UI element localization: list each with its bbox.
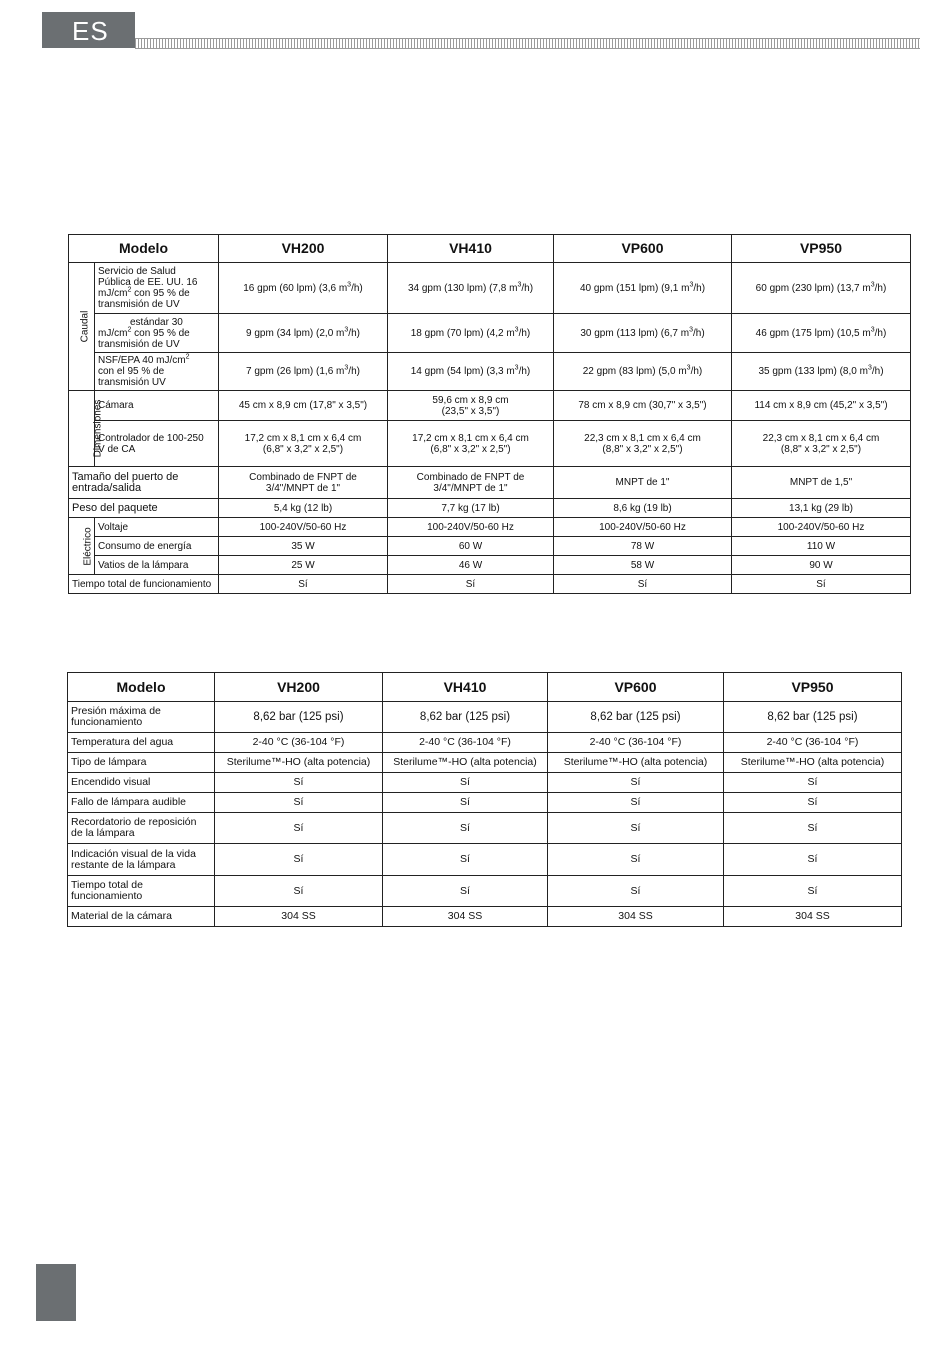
row-label: Material de la cámara — [68, 907, 215, 927]
table-cell: 45 cm x 8,9 cm (17,8" x 3,5") — [219, 391, 388, 421]
table-cell: 114 cm x 8,9 cm (45,2" x 3,5") — [732, 391, 911, 421]
table-cell: 8,62 bar (125 psi) — [548, 702, 724, 733]
table-cell: 304 SS — [724, 907, 902, 927]
row-label: Servicio de Salud Pública de EE. UU. 16 $mJ/cm^2$ con 95 % de transmisión de UV — [95, 263, 219, 314]
table-cell: Sí — [215, 844, 383, 876]
table-cell: 18 gpm (70 lpm) (4,2 $m^3/h$) — [388, 314, 554, 353]
table-cell: 35 gpm (133 lpm) (8,0 $m^3/h$) — [732, 353, 911, 391]
row-label: Indicación visual de la vida restante de la lámpara — [68, 844, 215, 876]
table-cell: 60 W — [388, 537, 554, 556]
table-cell: MNPT de 1" — [554, 467, 732, 499]
table-cell: Sí — [215, 876, 383, 907]
table-cell: 2-40 °C (36-104 °F) — [724, 733, 902, 753]
header-vh410: VH410 — [383, 673, 548, 702]
table-cell: 5,4 kg (12 lb) — [219, 499, 388, 518]
table-cell: Sí — [548, 793, 724, 813]
table-cell: 16 gpm (60 lpm) (3,6 $m^3/h$) — [219, 263, 388, 314]
group-electrico: Eléctrico — [69, 518, 95, 575]
table-cell: Sterilume™-HO (alta potencia) — [724, 753, 902, 773]
row-label: Tamaño del puerto de entrada/salida — [69, 467, 219, 499]
table-cell: 22 gpm (83 lpm) (5,0 $m^3/h$) — [554, 353, 732, 391]
row-label: Encendido visual — [68, 773, 215, 793]
table-cell: 60 gpm (230 lpm) (13,7 $m^3/h$) — [732, 263, 911, 314]
table-cell: 13,1 kg (29 lb) — [732, 499, 911, 518]
table-cell: Sí — [383, 813, 548, 844]
table-header-row — [68, 673, 902, 702]
table-row — [69, 518, 911, 537]
table-cell: Sí — [548, 876, 724, 907]
table-cell: 46 W — [388, 556, 554, 575]
table-cell: Sí — [732, 575, 911, 594]
header-model: Modelo — [68, 673, 215, 702]
table-cell: Sí — [219, 575, 388, 594]
table-cell: 9 gpm (34 lpm) (2,0 $m^3/h$) — [219, 314, 388, 353]
table-row — [69, 391, 911, 421]
table-cell: 2-40 °C (36-104 °F) — [215, 733, 383, 753]
table-header-row — [69, 235, 911, 263]
table-cell: Sí — [548, 813, 724, 844]
table-cell: 2-40 °C (36-104 °F) — [383, 733, 548, 753]
table-cell: 58 W — [554, 556, 732, 575]
table-cell: 100-240V/50-60 Hz — [554, 518, 732, 537]
table-row — [69, 537, 911, 556]
table-cell: 7,7 kg (17 lb) — [388, 499, 554, 518]
row-label: Presión máxima de funcionamiento — [68, 702, 215, 733]
table-row — [68, 753, 902, 773]
table-row — [69, 263, 911, 314]
table-cell: 35 W — [219, 537, 388, 556]
row-label: NSF/EPA 40 $mJ/cm^2$ con el 95 % de transmisión UV — [95, 353, 219, 391]
table-cell: Sí — [724, 844, 902, 876]
row-label: Controlador de 100-250 V de CA — [95, 421, 219, 467]
header-vh410: VH410 — [388, 235, 554, 263]
spec-table-flow-dimensions — [68, 234, 911, 594]
table-cell: Combinado de FNPT de 3/4"/MNPT de 1" — [219, 467, 388, 499]
table-row — [69, 353, 911, 391]
table-cell: 100-240V/50-60 Hz — [388, 518, 554, 537]
table-cell: Sí — [548, 773, 724, 793]
header-model: Modelo — [69, 235, 219, 263]
table-row — [68, 773, 902, 793]
row-label: Cámara — [95, 391, 219, 421]
page-corner-marker — [36, 1264, 76, 1321]
table-cell: Sí — [388, 575, 554, 594]
table-cell: 22,3 cm x 8,1 cm x 6,4 cm (8,8" x 3,2" x 2,5") — [554, 421, 732, 467]
table-cell: Sterilume™-HO (alta potencia) — [383, 753, 548, 773]
table-cell: 100-240V/50-60 Hz — [219, 518, 388, 537]
table-cell: Sí — [724, 813, 902, 844]
table-cell: 30 gpm (113 lpm) (6,7 $m^3/h$) — [554, 314, 732, 353]
table-cell: Sí — [724, 876, 902, 907]
table-cell: Sí — [215, 793, 383, 813]
table-cell: Sí — [724, 793, 902, 813]
table-cell: 110 W — [732, 537, 911, 556]
table-cell: 2-40 °C (36-104 °F) — [548, 733, 724, 753]
table-cell: MNPT de 1,5" — [732, 467, 911, 499]
row-label: Temperatura del agua — [68, 733, 215, 753]
table-cell: Sí — [554, 575, 732, 594]
table-cell: 17,2 cm x 8,1 cm x 6,4 cm (6,8" x 3,2" x 2,5") — [388, 421, 554, 467]
group-dimensiones: Dimensiones — [69, 391, 95, 467]
row-label: estándar 30 $mJ/cm^2$ con 95 % de transmisión de UV — [95, 314, 219, 353]
table-cell: Sí — [383, 876, 548, 907]
header-vp600: VP600 — [548, 673, 724, 702]
table-cell: 304 SS — [215, 907, 383, 927]
header-vh200: VH200 — [215, 673, 383, 702]
table-cell: 59,6 cm x 8,9 cm (23,5" x 3,5") — [388, 391, 554, 421]
table-cell: Sterilume™-HO (alta potencia) — [215, 753, 383, 773]
row-label: Fallo de lámpara audible — [68, 793, 215, 813]
table-cell: Sí — [215, 813, 383, 844]
table-cell: Sí — [383, 773, 548, 793]
row-label: Recordatorio de reposición de la lámpara — [68, 813, 215, 844]
table-row — [69, 467, 911, 499]
group-caudal: Caudal — [69, 263, 95, 391]
table-row — [69, 314, 911, 353]
table-row — [68, 793, 902, 813]
table-cell: 90 W — [732, 556, 911, 575]
table-cell: 8,62 bar (125 psi) — [383, 702, 548, 733]
language-label: ES — [72, 16, 109, 46]
table-row — [68, 733, 902, 753]
table-cell: 22,3 cm x 8,1 cm x 6,4 cm (8,8" x 3,2" x 2,5") — [732, 421, 911, 467]
table-cell: 304 SS — [548, 907, 724, 927]
table-row — [68, 702, 902, 733]
table-cell: 8,62 bar (125 psi) — [724, 702, 902, 733]
row-label: Vatios de la lámpara — [95, 556, 219, 575]
table-cell: 14 gpm (54 lpm) (3,3 $m^3/h$) — [388, 353, 554, 391]
table-cell: 100-240V/50-60 Hz — [732, 518, 911, 537]
table-cell: 8,6 kg (19 lb) — [554, 499, 732, 518]
row-label: Tiempo total de funcionamiento — [68, 876, 215, 907]
table-cell: 78 cm x 8,9 cm (30,7" x 3,5") — [554, 391, 732, 421]
spec-table-features — [67, 672, 902, 927]
table-row — [68, 844, 902, 876]
row-label: Peso del paquete — [69, 499, 219, 518]
table-row — [69, 421, 911, 467]
table-cell: Sí — [383, 844, 548, 876]
header-vh200: VH200 — [219, 235, 388, 263]
table-row — [69, 499, 911, 518]
table-cell: Sterilume™-HO (alta potencia) — [548, 753, 724, 773]
header-rule — [135, 38, 920, 49]
header-vp950: VP950 — [732, 235, 911, 263]
table-cell: 8,62 bar (125 psi) — [215, 702, 383, 733]
header-vp600: VP600 — [554, 235, 732, 263]
table-cell: 46 gpm (175 lpm) (10,5 $m^3/h$) — [732, 314, 911, 353]
table-cell: 34 gpm (130 lpm) (7,8 $m^3/h$) — [388, 263, 554, 314]
table-cell: 17,2 cm x 8,1 cm x 6,4 cm (6,8" x 3,2" x 2,5") — [219, 421, 388, 467]
language-tab — [42, 12, 135, 48]
table-row — [69, 556, 911, 575]
table-cell: 78 W — [554, 537, 732, 556]
header-vp950: VP950 — [724, 673, 902, 702]
table-row — [68, 907, 902, 927]
table-cell: 40 gpm (151 lpm) (9,1 $m^3/h$) — [554, 263, 732, 314]
table-cell: 7 gpm (26 lpm) (1,6 $m^3/h$) — [219, 353, 388, 391]
table-row — [68, 876, 902, 907]
row-label: Tipo de lámpara — [68, 753, 215, 773]
table-cell: Combinado de FNPT de 3/4"/MNPT de 1" — [388, 467, 554, 499]
table-cell: Sí — [724, 773, 902, 793]
table-cell: Sí — [215, 773, 383, 793]
row-label: Consumo de energía — [95, 537, 219, 556]
table-cell: 25 W — [219, 556, 388, 575]
table-cell: Sí — [383, 793, 548, 813]
table-cell: 304 SS — [383, 907, 548, 927]
table-row — [68, 813, 902, 844]
row-label: Tiempo total de funcionamiento — [69, 575, 219, 594]
table-row — [69, 575, 911, 594]
row-label: Voltaje — [95, 518, 219, 537]
table-cell: Sí — [548, 844, 724, 876]
